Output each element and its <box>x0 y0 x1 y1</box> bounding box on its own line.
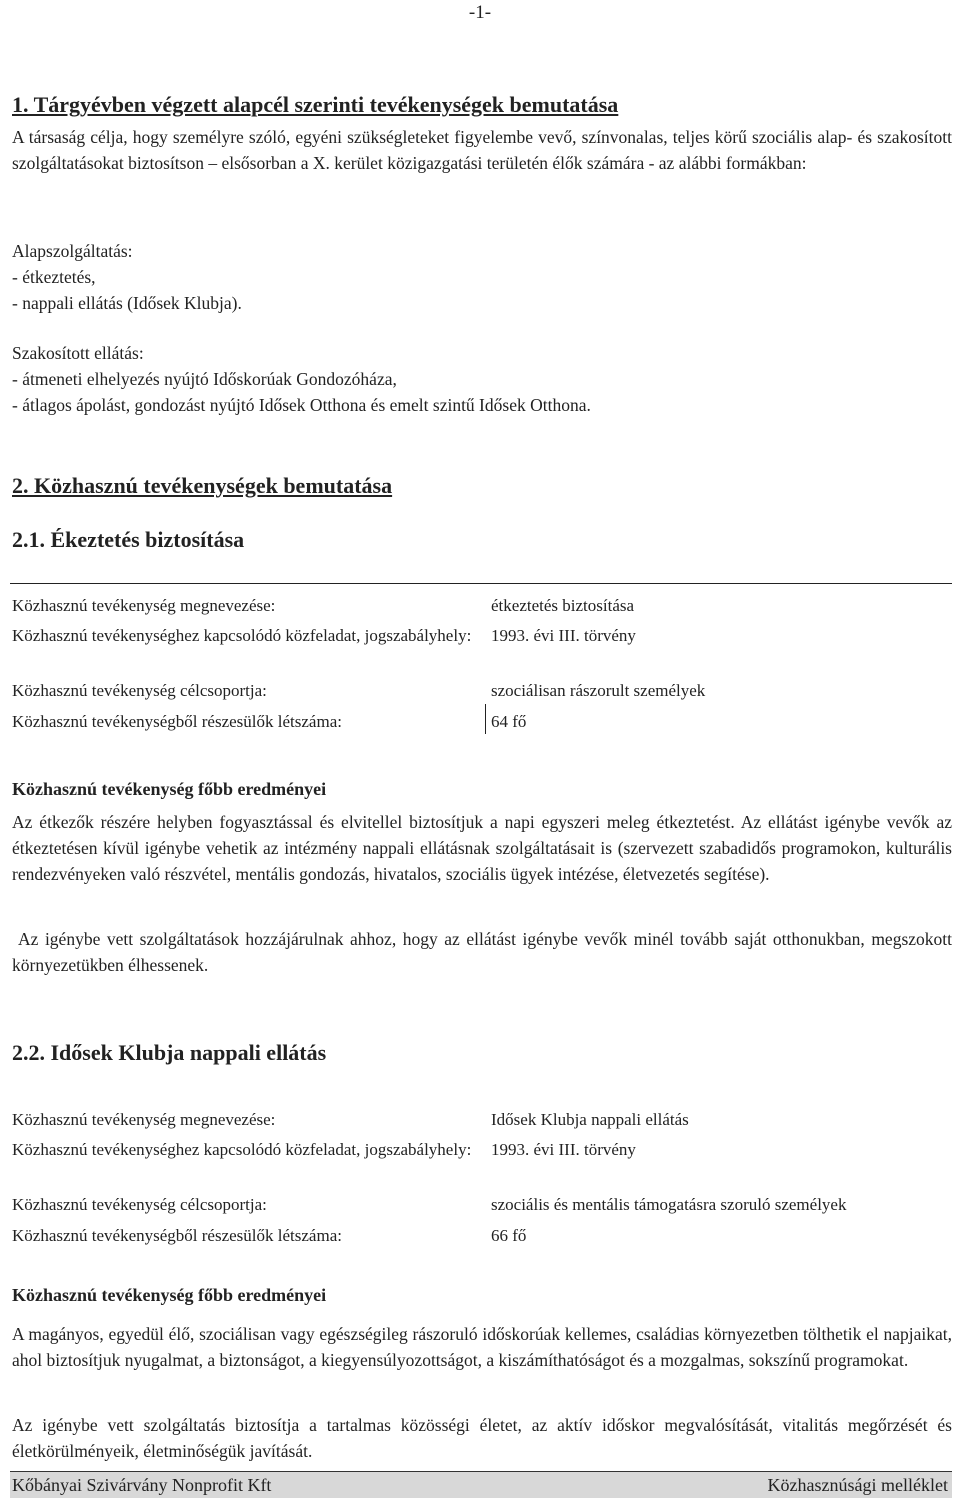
sub2-results-heading: Közhasznú tevékenység főbb eredményei <box>12 1285 327 1305</box>
row-value: szociálisan rászorult személyek <box>491 681 706 700</box>
row-label: Közhasznú tevékenység megnevezése: <box>12 596 276 615</box>
sub1-results-para1: Az étkezők részére helyben fogyasztással és elvitellel biztosítjuk a napi egyszeri meleg étkeztetést. Az ellátást igénybe vevők az étkeztetésen kívül igénybe vehetik az intézmény nappali ellátásnak szolgáltatásait is (szervezett szabadidős programokon, kulturális rendezvényeken való részvétel, mentális gondozás, hivatalos, szociális ügyek intézése, életvezetés segítése). <box>12 812 952 884</box>
section2-1-title: 2.1. Ékeztetés biztosítása <box>12 527 245 552</box>
section1-title: 1. Tárgyévben végzett alapcél szerinti tevékenységek bemutatása <box>12 92 619 117</box>
sub2-results-para2: Az igénybe vett szolgáltatás biztosítja a tartalmas közösségi életet, az aktív időskor megvalósítását, vitalitás megőrzését és életkörülményeik, életminőségük javítását. <box>12 1415 952 1461</box>
row-value: 66 fő <box>491 1226 527 1245</box>
row-label: Közhasznú tevékenység megnevezése: <box>12 1110 276 1129</box>
special-care-heading: Szakosított ellátás: <box>12 343 144 363</box>
footer-organization: Kőbányai Szivárvány Nonprofit Kft <box>12 1475 272 1495</box>
row-label: Közhasznú tevékenységhez kapcsolódó közfeladat, jogszabályhely: <box>12 1140 472 1159</box>
row-value: 1993. évi III. törvény <box>491 1140 636 1159</box>
sub2-results-para1: A magányos, egyedül élő, szociálisan vagy egészségileg rászoruló időskorúak kellemes, családias környezetben tölthetik el napjaikat, ahol biztosítjuk nyugalmat, a biztonságot, a kiegyensúlyozottságot, a kiszámíthatóságot és a mozgalmas, sokszínű programokat. <box>12 1324 952 1370</box>
table1-divider <box>485 704 486 734</box>
sub1-results-para2: Az igénybe vett szolgáltatások hozzájárulnak ahhoz, hogy az ellátást igénybe vevők minél tovább saját otthonukban, megszokott környezetükben élhessenek. <box>12 929 952 975</box>
row-label: Közhasznú tevékenységből részesülők létszáma: <box>12 1226 342 1245</box>
basic-item-2: - nappali ellátás (Idősek Klubja). <box>12 293 242 313</box>
section2-2-title: 2.2. Idősek Klubja nappali ellátás <box>12 1040 327 1065</box>
row-value: 1993. évi III. törvény <box>491 626 636 645</box>
section1-intro: A társaság célja, hogy személyre szóló, egyéni szükségleteket figyelembe vevő, színvonalas, teljes körű szociális alap- és szakosított szolgáltatásokat biztosítson – elsősorban a X. kerület közigazgatási területén élők számára - az alábbi formákban: <box>12 127 952 173</box>
row-label: Közhasznú tevékenységből részesülők létszáma: <box>12 712 342 731</box>
section2-title: 2. Közhasznú tevékenységek bemutatása <box>12 473 393 498</box>
page-footer <box>10 1471 952 1498</box>
row-label: Közhasznú tevékenység célcsoportja: <box>12 681 267 700</box>
basic-services-heading: Alapszolgáltatás: <box>12 241 133 261</box>
page-number: -1- <box>468 2 492 23</box>
table1 <box>12 594 952 744</box>
row-label: Közhasznú tevékenységhez kapcsolódó közfeladat, jogszabályhely: <box>12 626 472 645</box>
special-item-2: - átlagos ápolást, gondozást nyújtó Idősek Otthona és emelt szintű Idősek Otthona. <box>12 395 591 415</box>
row-value: 64 fő <box>491 712 527 731</box>
footer-document-type: Közhasznúsági melléklet <box>767 1475 948 1495</box>
row-value: szociális és mentális támogatásra szoruló személyek <box>491 1195 847 1214</box>
table1-top-rule <box>10 583 952 584</box>
row-value: Idősek Klubja nappali ellátás <box>491 1110 689 1129</box>
sub1-results-heading: Közhasznú tevékenység főbb eredményei <box>12 779 327 799</box>
row-value: étkeztetés biztosítása <box>491 596 635 615</box>
basic-item-1: - étkeztetés, <box>12 267 96 287</box>
row-label: Közhasznú tevékenység célcsoportja: <box>12 1195 267 1214</box>
special-item-1: - átmeneti elhelyezés nyújtó Időskorúak Gondozóháza, <box>12 369 397 389</box>
table2 <box>12 1108 952 1258</box>
